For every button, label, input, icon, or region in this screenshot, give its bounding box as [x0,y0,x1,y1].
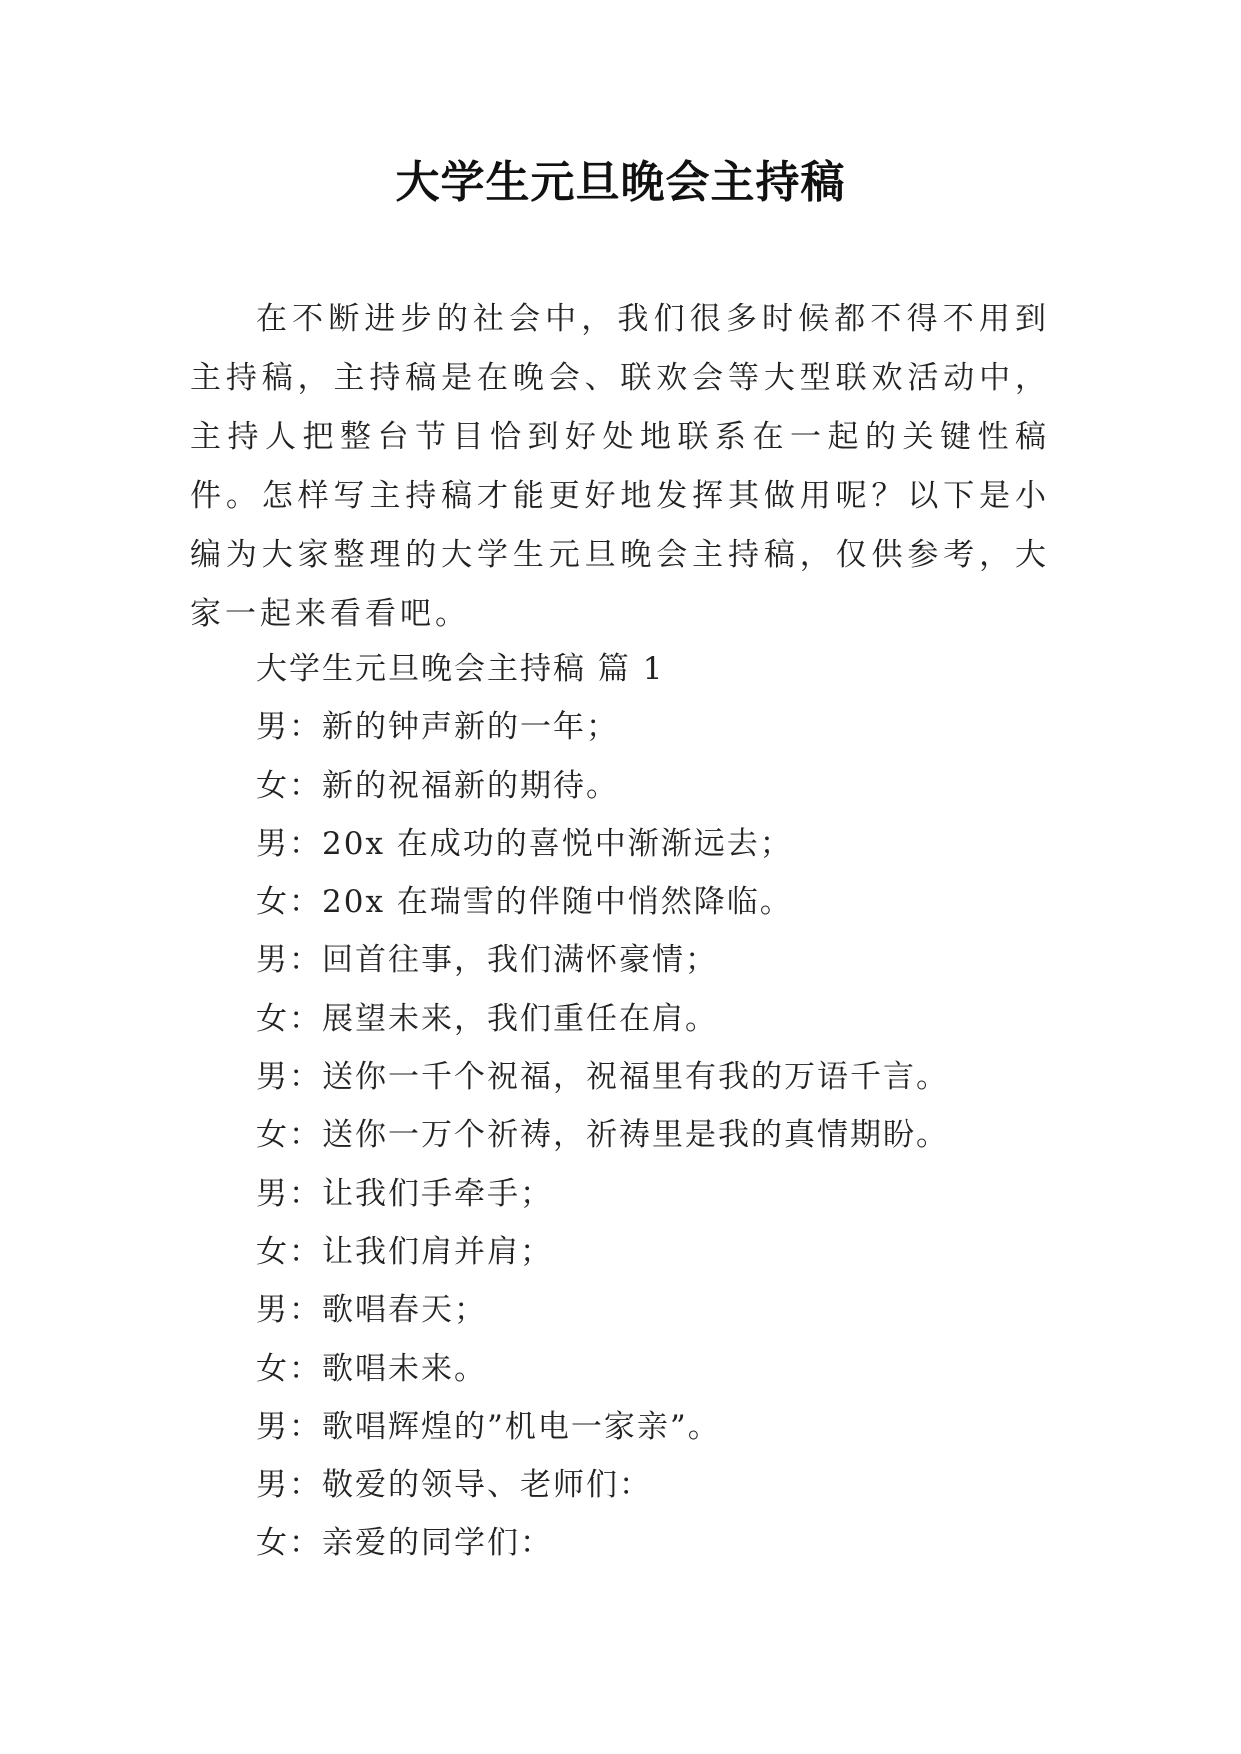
script-line: 女：歌唱未来。 [256,1350,487,1387]
script-lines [256,640,1056,1573]
section-heading: 大学生元旦晚会主持稿 篇 1 [256,651,665,687]
script-line: 女：送你一万个祈祷，祈祷里是我的真情期盼。 [256,1117,949,1154]
script-line: 男：新的钟声新的一年； [256,709,619,746]
script-line: 男：送你一千个祝福，祝福里有我的万语千言。 [256,1059,949,1096]
script-line: 女：20x 在瑞雪的伴随中悄然降临。 [256,884,793,921]
script-line: 男：敬爱的领导、老师们： [256,1467,652,1504]
script-line: 男：歌唱辉煌的”机电一家亲”。 [256,1408,721,1445]
script-line: 男：回首往事，我们满怀豪情； [256,942,718,979]
script-line: 女：让我们肩并肩； [256,1233,553,1270]
script-line: 男：20x 在成功的喜悦中渐渐远去； [256,825,793,862]
script-line: 女：新的祝福新的期待。 [256,767,619,804]
script-line: 女：展望未来，我们重任在肩。 [256,1000,718,1037]
script-line: 男：让我们手牵手； [256,1175,553,1212]
script-line: 男：歌唱春天； [256,1292,487,1329]
intro-paragraph: 在不断进步的社会中，我们很多时候都不得不用到主持稿，主持稿是在晚会、联欢会等大型联欢活动中，主持人把整台节目恰到好处地联系在一起的关键性稿件。怎样写主持稿才能更好地发挥其做用呢？以下是小编为大家整理的大学生元旦晚会主持稿，仅供参考，大家一起来看看吧。 [190,301,1050,632]
page-title: 大学生元旦晚会主持稿 [395,157,846,208]
script-line: 女：亲爱的同学们： [256,1525,553,1562]
